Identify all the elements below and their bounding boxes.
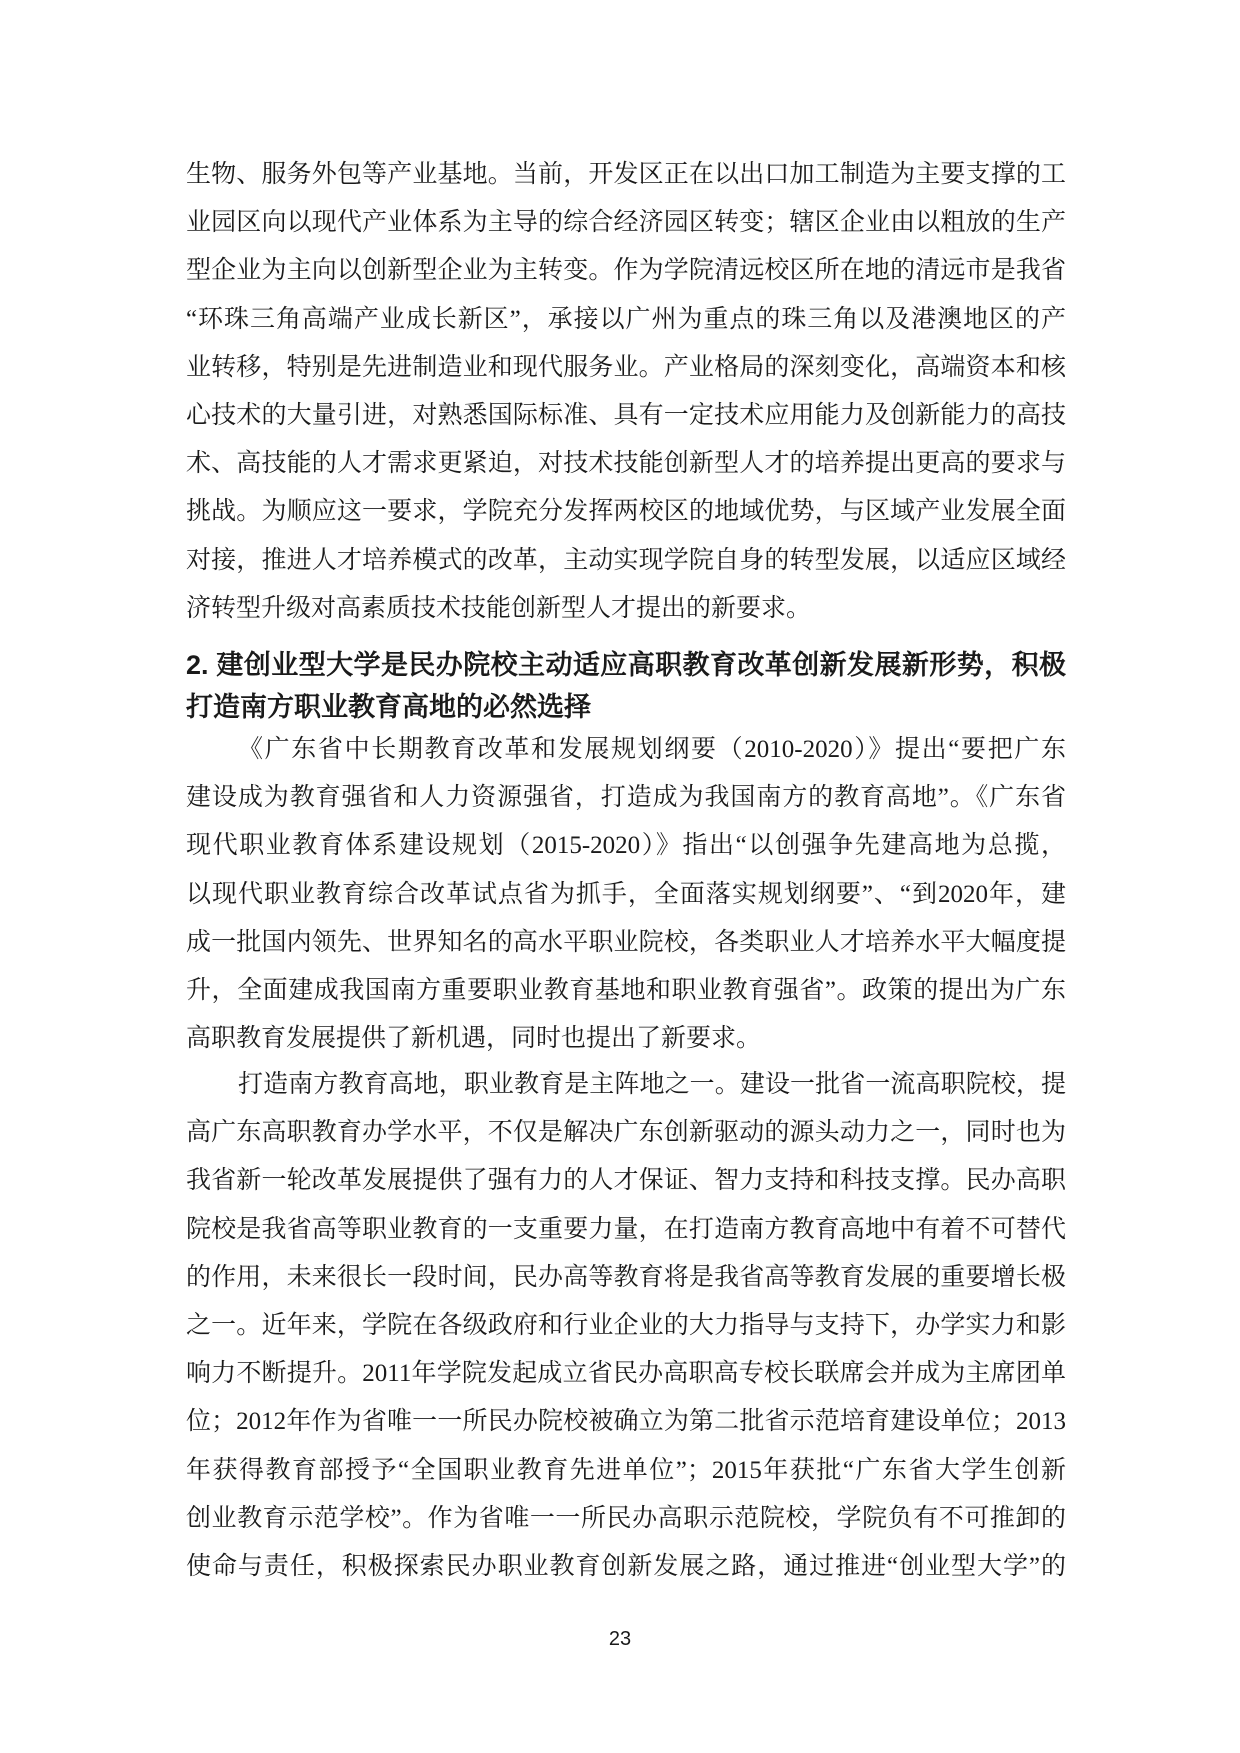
text-line: “环珠三角高端产业成长新区”，承接以广州为重点的珠三角以及港澳地区的产 xyxy=(186,305,1066,333)
page-number: 23 xyxy=(608,1628,632,1650)
text-line: 院校是我省高等职业教育的一支重要力量，在打造南方教育高地中有着不可替代 xyxy=(186,1215,1066,1243)
text-line: 的作用，未来很长一段时间，民办高等教育将是我省高等教育发展的重要增长极 xyxy=(186,1263,1066,1291)
text-line: 济转型升级对高素质技术技能创新型人才提出的新要求。 xyxy=(186,594,812,622)
text-line: 打造南方教育高地，职业教育是主阵地之一。建设一批省一流高职院校，提 xyxy=(238,1071,1066,1098)
section-heading xyxy=(186,644,1066,728)
text-line: 生物、服务外包等产业基地。当前，开发区正在以出口加工制造为主要支撑的工 xyxy=(186,161,1066,188)
text-line: 年获得教育部授予“全国职业教育先进单位”；2015年获批“广东省大学生创新 xyxy=(186,1456,1066,1484)
paragraph-education-highland xyxy=(186,1061,1066,1591)
text-line: 挑战。为顺应这一要求，学院充分发挥两校区的地域优势，与区域产业发展全面 xyxy=(186,498,1066,526)
text-line: 以现代职业教育综合改革试点省为抓手，全面落实规划纲要”、“到2020年，建 xyxy=(186,880,1066,908)
text-line: 《广东省中长期教育改革和发展规划纲要（2010-2020）》提出“要把广东 xyxy=(238,736,1066,763)
text-line: 升，全面建成我国南方重要职业教育基地和职业教育强省”。政策的提出为广东 xyxy=(186,977,1066,1005)
paragraph-policy xyxy=(186,726,1066,1063)
paragraph-continuation xyxy=(186,151,1066,633)
text-line: 心技术的大量引进，对熟悉国际标准、具有一定技术应用能力及创新能力的高技 xyxy=(186,402,1066,430)
text-line: 使命与责任，积极探索民办职业教育创新发展之路，通过推进“创业型大学”的 xyxy=(186,1553,1066,1581)
text-line: 业园区向以现代产业体系为主导的综合经济园区转变；辖区企业由以粗放的生产 xyxy=(186,209,1066,237)
text-line: 高广东高职教育办学水平，不仅是解决广东创新驱动的源头动力之一，同时也为 xyxy=(186,1119,1066,1147)
section-heading-line: 2. 建创业型大学是民办院校主动适应高职教育改革创新发展新形势，积极 xyxy=(186,650,1066,680)
text-line: 型企业为主向以创新型企业为主转变。作为学院清远校区所在地的清远市是我省 xyxy=(186,257,1066,285)
section-heading-line: 打造南方职业教育高地的必然选择 xyxy=(186,692,591,722)
text-line: 创业教育示范学校”。作为省唯一一所民办高职示范院校，学院负有不可推卸的 xyxy=(186,1504,1066,1532)
text-line: 术、高技能的人才需求更紧迫，对技术技能创新型人才的培养提出更高的要求与 xyxy=(186,450,1066,478)
text-line: 之一。近年来，学院在各级政府和行业企业的大力指导与支持下，办学实力和影 xyxy=(186,1312,1066,1340)
text-line: 响力不断提升。2011年学院发起成立省民办高职高专校长联席会并成为主席团单 xyxy=(186,1360,1066,1388)
text-line: 对接，推进人才培养模式的改革，主动实现学院自身的转型发展，以适应区域经 xyxy=(186,546,1066,574)
text-line: 我省新一轮改革发展提供了强有力的人才保证、智力支持和科技支撑。民办高职 xyxy=(186,1167,1066,1195)
text-line: 建设成为教育强省和人力资源强省，打造成为我国南方的教育高地”。《广东省 xyxy=(186,784,1066,812)
text-line: 业转移，特别是先进制造业和现代服务业。产业格局的深刻变化，高端资本和核 xyxy=(186,353,1066,381)
text-line: 高职教育发展提供了新机遇，同时也提出了新要求。 xyxy=(186,1025,762,1053)
text-line: 现代职业教育体系建设规划（2015-2020）》指出“以创强争先建高地为总揽， xyxy=(186,832,1066,860)
text-line: 位；2012年作为省唯一一所民办院校被确立为第二批省示范培育建设单位；2013 xyxy=(186,1408,1066,1436)
text-line: 成一批国内领先、世界知名的高水平职业院校，各类职业人才培养水平大幅度提 xyxy=(186,928,1066,956)
